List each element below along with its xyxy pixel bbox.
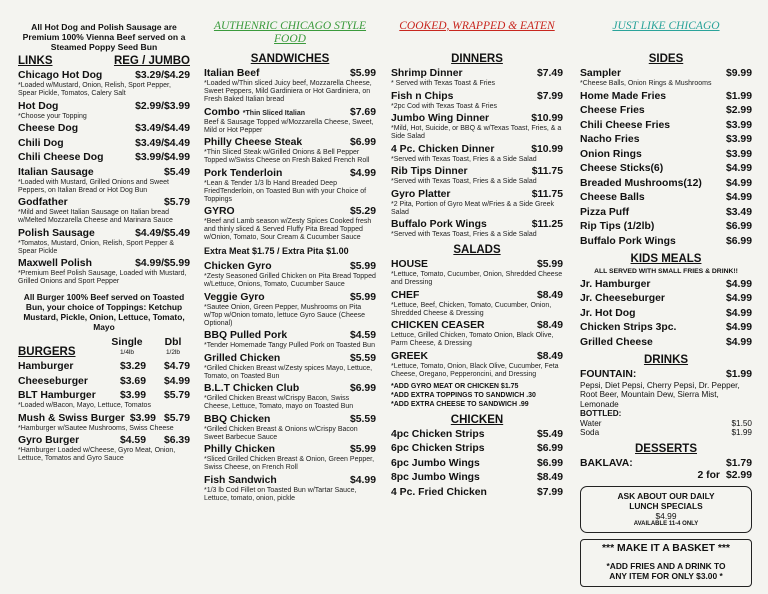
item-description: *Loaded w/Bacon, Mayo, Lettuce, Tomatos [18,402,151,409]
item-price: $6.99 [536,443,563,454]
chicken-item [391,487,563,499]
item-name: BBQ Pulled Pork [204,330,288,341]
side-item [580,236,752,248]
item-description: *Hamburger Loaded w/Cheese, Gyro Meat, Onion, Lettuce, Tomatos and Gyro Sauce [18,447,176,462]
sides-title: SIDES [648,53,684,65]
item-name: Jumbo Wing Dinner [391,113,490,124]
item-price: $4.99 [725,307,752,319]
item-price: $4.99/$5.99 [135,258,190,269]
addon-list [391,382,563,409]
burger-list [18,361,190,463]
item-price-single: $4.59 [119,435,146,446]
item-description: *Served with Texas Toast, Fries & a Side Salad [391,155,537,163]
link-item [18,167,190,195]
item-name: Cheese Sticks(6) [580,163,664,174]
column-links-burgers [18,0,190,594]
burgers-header [18,338,190,358]
item-name: CHEF [391,289,420,301]
item-name: 4pc Chicken Strips [391,428,485,440]
sandwich-item [204,168,376,204]
item-price: $1.50 [731,418,752,428]
item-price: $6.99 [725,235,752,247]
dinner-list [391,68,563,239]
kids-item [580,322,752,334]
item-description: *Sautee Onion, Green Pepper, Mushrooms on Pita w/Top w/Onion tomato, lettuce Gyro Sauce (Cheese Optional) [204,303,366,327]
item-name: GYRO [204,206,235,217]
side-item [580,120,752,132]
item-description: *Grilled Chicken Breast & Onions w/Crispy Bacon Sweet Barbecue Sauce [204,425,358,441]
item-name: GREEK [391,350,428,362]
item-price: $1.99 [725,90,752,102]
kids-item [580,293,752,305]
item-name: Veggie Gyro [204,291,265,303]
item-price: $3.29/$4.29 [135,70,190,81]
item-description: *Choose your Topping [18,112,87,120]
sandwich-item [204,68,376,104]
item-name: Shrimp Dinner [391,68,463,79]
item-name: Maxwell Polish [18,258,92,269]
side-item [580,134,752,146]
item-price: $6.99 [349,137,376,148]
item-name: Chicago Hot Dog [18,70,103,81]
lunch-specials-box: ASK ABOUT OUR DAILY LUNCH SPECIALS $4.99 AVAILABLE 11-4 ONLY [580,486,752,533]
links-size-label: REG / JUMBO [113,55,190,67]
item-name: Buffalo Pork Wings [580,235,676,247]
item-description: *Loaded with Mustard, Grilled Onions and Sweet Peppers, on Italian Bread or Hot Dog Bun [18,178,169,194]
side-item [580,91,752,103]
dinner-item [391,68,563,88]
item-price: $4.99 [725,177,752,189]
dinner-item [391,91,563,111]
burgers-title: BURGERS [18,346,76,358]
item-name: Home Made Fries [580,90,667,102]
item-price-dbl: $5.79 [163,412,190,424]
dinner-item [391,144,563,164]
salad-list [391,259,563,379]
item-name: 4 Pc. Fried Chicken [391,486,487,498]
addon-line: *ADD EXTRA TOPPINGS TO SANDWICH .30 [391,391,536,399]
item-description: *2pc Cod with Texas Toast & Fries [391,102,497,110]
item-price: $11.75 [531,188,563,200]
item-name: Jr. Hot Dog [580,307,636,319]
chicken-item [391,458,563,470]
item-price: $7.49 [536,68,563,79]
column-sandwiches [204,0,376,594]
item-description: *Lettuce, Tomato, Cucumber, Onion, Shredded Cheese and Dressing [391,271,563,286]
item-price: $5.49 [163,166,190,178]
side-item [580,221,752,233]
fountain-list: Pepsi, Diet Pepsi, Cherry Pepsi, Dr. Pepper, Root Beer, Mountain Dew, Sierra Mist, Lemonade [580,380,740,409]
item-name: Chili Cheese Fries [580,119,671,131]
item-price-dbl: $4.79 [163,361,190,372]
sandwich-item [204,444,376,472]
item-description: *Served with Texas Toast, Fries & a Side Salad [391,231,537,238]
item-description: *Premium Beef Polish Sausage, Loaded with Mustard, Grilled Onions and Sport Pepper [18,270,187,285]
item-price: $3.99/$4.99 [135,152,190,163]
item-description: *Mild, Hot, Suicide, or BBQ & w/Texas Toast, Fries, & a Side Salad [391,125,562,140]
dinners-title: DINNERS [451,53,503,65]
chicken-item [391,472,563,484]
sandwich-list [204,68,376,503]
salad-item [391,320,563,348]
item-price: $5.49 [536,428,563,440]
chicken-item [391,443,563,455]
bottled-item [580,419,752,429]
item-price: $4.99 [725,322,752,333]
item-description: *Loaded w/Mustard, Onion, Relish, Sport Pepper, Spear Pickle, Tomatos, Calery Salt [18,82,171,97]
item-name: Polish Sausage [18,227,95,239]
item-name: Nacho Fries [580,134,640,145]
item-price-single: $3.99 [129,412,156,424]
item-description: * Served with Texas Toast & Fries [391,80,496,87]
item-price: $5.29 [349,206,376,217]
item-price: $10.99 [531,113,563,124]
sandwich-item [204,475,376,503]
column-sides-kids [580,0,752,594]
item-price: $7.99 [536,486,563,498]
item-name: Cheese Balls [580,192,645,203]
item-price-single: $3.29 [119,361,146,372]
item-name: Grilled Chicken [204,352,281,364]
item-price: $4.99 [725,336,752,348]
item-name: Pork Tenderloin [204,167,283,179]
bottled-list [580,419,752,438]
dinner-item [391,189,563,217]
item-name: Onion Rings [580,148,642,160]
item-price: $4.99 [349,474,376,486]
item-description: *2 Pita, Portion of Gyro Meat w/Fries & a Side Greek Salad [391,200,555,216]
side-item [580,192,752,204]
item-description: *Thin Sliced Steak w/Grilled Onions & Bell Pepper Topped w/Swiss Cheese on Fresh Baked French Roll [204,149,370,164]
item-name: Chicken Strips 3pc. [580,322,677,333]
item-name: HOUSE [391,259,428,270]
links-list [18,70,190,286]
link-item [18,228,190,256]
item-price: $8.49 [536,289,563,301]
tagline-cooked: COOKED, WRAPPED & EATEN [399,20,555,32]
kids-subtitle: ALL SERVED WITH SMALL FRIES & DRINK!! [594,267,738,275]
item-price: $4.99 [725,163,752,174]
item-description: *Beef and Lamb season w/Zesty Spices Cooked fresh and thinly sliced & Served Fluffy Pita Bread Topped w/Onion, Tomato, Sour Cream & Cucumber Sauce [204,218,372,241]
desserts-title: DESSERTS [635,443,697,456]
kids-item [580,308,752,320]
dinner-item [391,166,563,186]
item-name: Jr. Cheeseburger [580,293,665,304]
item-name: 4 Pc. Chicken Dinner [391,143,495,155]
item-name: Rib Tips Dinner [391,166,468,177]
kids-title: KIDS MEALS [630,252,702,265]
sandwich-item [204,206,376,242]
item-name: Italian Sausage [18,166,94,178]
kids-item [580,337,752,349]
item-description: *Mild and Sweet Italian Sausage on Italian bread w/Melted Mozzarella Cheese and Marinara Sauce [18,209,173,224]
item-price: $9.99 [725,68,752,79]
item-price-single: $3.69 [119,375,146,387]
burger-item [18,390,190,410]
item-name: Cheese Fries [580,105,645,116]
item-price: $5.99 [536,259,563,270]
item-price: $2.99 [725,105,752,116]
item-name: Philly Cheese Steak [204,137,303,148]
item-name: 6pc Chicken Strips [391,443,485,454]
item-price: $8.49 [536,320,563,331]
item-price: $4.49/$5.49 [135,227,190,239]
item-name: Cheese Dog [18,123,79,134]
item-description: *Zesty Seasoned Grilled Chicken on Pita Bread Topped w/Lettuce, Onions, Tomato, Cucumber Sauce [204,273,376,288]
tagline-chicago: JUST LIKE CHICAGO [612,20,720,32]
item-price: $8.49 [536,350,563,362]
item-name: Philly Chicken [204,444,276,455]
item-price: $5.79 [163,197,190,208]
link-item [18,101,190,121]
item-description: *Lettuce, Beef, Chicken, Tomato, Cucumber, Onion, Shredded Cheese & Dressing [391,301,552,317]
sandwich-item [204,261,376,289]
item-name: CHICKEN CEASER [391,320,485,331]
item-price: $7.99 [536,90,563,102]
links-header [18,55,190,67]
item-name: Godfather [18,197,68,208]
baklava-deal-row: 2 for $2.99 [697,470,752,482]
addon-line: *ADD GYRO MEAT OR CHICKEN $1.75 [391,382,519,390]
item-price: $7.69 [349,106,376,118]
item-description: Beef & Sausage Topped w/Mozzarella Cheese, Sweet, Mild or Hot Pepper [204,118,374,134]
item-name: Chili Dog [18,137,64,149]
item-price: $6.99 [536,457,563,469]
item-price: $5.99 [349,291,376,303]
bottled-item [580,428,752,438]
item-description: *1/3 lb Cod Fillet on Toasted Bun w/Tartar Sauce, Lettuce, tomato, onion, pickle [204,486,357,502]
drinks-title: DRINKS [643,353,689,366]
item-description: *Lettuce, Tomato, Onion, Black Olive, Cucumber, Feta Cheese, Oregano, Pepperoncini, and Dressing [391,362,559,378]
item-name: Gyro Platter [391,188,451,200]
item-price: $11.75 [531,166,563,177]
item-price: $4.99 [725,293,752,304]
item-name: Chicken Gyro [204,261,272,272]
item-price: $5.59 [349,352,376,364]
item-tag: *Thin Sliced Italian [242,109,306,117]
item-price: $3.49/$4.49 [135,123,190,134]
salad-item [391,351,563,379]
dinner-item [391,113,563,141]
item-name: Chili Cheese Dog [18,152,104,163]
sandwich-item [204,330,376,350]
item-name: B.L.T Chicken Club [204,383,300,394]
chicken-item [391,429,563,441]
sandwiches-title: SANDWICHES [250,53,330,65]
sandwich-item [204,137,376,165]
sides-list [580,68,752,248]
item-description: Lettuce, Grilled Chicken, Tomato Onion, Black Olive, Parm Cheese, & Dressing [391,332,554,347]
item-price: $4.99 [349,167,376,179]
item-description: *Grilled Chicken Breast w/Crispy Bacon, Swiss Cheese, Lettuce, Tomato, mayo on Toasted Bun [204,395,354,410]
item-price: $3.99 [725,148,752,160]
item-price: $6.99 [725,221,752,232]
side-item [580,68,752,88]
item-name: Hamburger [18,361,74,372]
item-name: Sampler [580,68,622,79]
link-item [18,197,190,225]
item-name: 8pc Jumbo Wings [391,472,480,483]
sandwich-item [204,414,376,442]
sandwich-item [204,353,376,381]
burger-item [18,376,190,388]
side-item [580,207,752,219]
item-name: Pizza Puff [580,206,630,218]
burger-item [18,413,190,433]
item-name: Rip Tips (1/2lb) [580,221,655,232]
item-name: 6pc Jumbo Wings [391,457,480,469]
burger-note: All Burger 100% Beef served on Toasted Bun, your choice of Toppings: Ketchup Mustard, Pickle, Onion, Lettuce, Tomato, Mayo [23,292,185,332]
item-name: Water [580,418,602,428]
item-price: $5.99 [349,444,376,455]
kids-item [580,279,752,291]
item-price-dbl: $6.39 [163,435,190,446]
item-price: $8.49 [536,472,563,483]
addon-line: *ADD EXTRA CHEESE TO SANDWICH .99 [391,400,529,408]
side-item [580,149,752,161]
item-name: Buffalo Pork Wings [391,219,487,230]
item-price: $1.99 [731,428,752,438]
item-name: Hot Dog [18,100,59,112]
bottled-label: BOTTLED: [580,409,622,419]
chicken-title: CHICKEN [450,413,504,426]
item-name: Grilled Cheese [580,336,653,348]
burger-item [18,361,190,373]
item-description: *Tomatos, Mustard, Onion, Relish, Sport Pepper & Spear Pickle [18,239,175,255]
double-size-label: Dbl 1/2lb [164,337,182,356]
salads-title: SALADS [453,244,501,256]
side-item [580,163,752,175]
item-price: $5.59 [349,413,376,425]
side-item [580,178,752,190]
links-title: LINKS [18,55,53,67]
item-price-dbl: $5.79 [163,390,190,401]
item-name: Fish n Chips [391,90,454,102]
item-description: *Loaded w/Thin sliced Juicy beef, Mozzarella Cheese, Sweet Peppers, Mild Gardiniera or Hot Gardiniera, on Fresh Baked Italian bread [204,80,372,103]
item-price: $2.99/$3.99 [135,100,190,112]
item-price: $4.59 [349,330,376,341]
burger-item [18,435,190,463]
item-price: $11.25 [531,219,563,230]
item-description: *Served with Texas Toast, Fries & a Side Salad [391,178,537,185]
item-price: $3.49/$4.49 [135,137,190,149]
link-item [18,123,190,135]
tagline-authentic: AUTHENRIC CHICAGO STYLE FOOD [213,20,367,45]
chicken-list [391,429,563,499]
extra-meat-note: Extra Meat $1.75 / Extra Pita $1.00 [204,246,349,256]
item-name: Breaded Mushrooms(12) [580,177,702,189]
item-name: Italian Beef [204,68,260,79]
column-dinners-salads [391,0,563,594]
item-price: $10.99 [531,143,563,155]
item-price: $5.99 [349,68,376,79]
link-item [18,70,190,98]
item-price: $3.99 [725,119,752,131]
item-description: *Grilled Chicken Breast w/Zesty spices Mayo, Lettuce, Tomato, on Toasted Bun [204,364,373,380]
item-price: $4.99 [725,192,752,203]
link-item [18,258,190,286]
item-name: Fish Sandwich [204,474,277,486]
item-description: *Sliced Grilled Chicken Breast & Onion, Green Pepper, Swiss Cheese, on French Roll [204,456,375,471]
item-price-single: $3.99 [119,390,146,401]
item-description: *Hamburger w/Sautee Mushrooms, Swiss Cheese [18,424,174,432]
item-price: $6.99 [349,383,376,394]
item-description: *Cheese Balls, Onion Rings & Mushrooms [580,80,712,87]
link-item [18,152,190,164]
item-price: $4.99 [725,278,752,290]
basket-box: *** MAKE IT A BASKET *** *ADD FRIES AND A DRINK TO ANY ITEM FOR ONLY $3.00 * [580,539,752,587]
salad-item [391,290,563,318]
sandwich-item [204,383,376,411]
single-size-label: Single 1/4lb [111,337,143,356]
item-price: $5.99 [349,261,376,272]
item-name: BBQ Chicken [204,413,271,425]
item-name: Soda [580,428,600,438]
side-item [580,105,752,117]
sandwich-item [204,107,376,135]
item-name: Combo [204,106,240,118]
salad-item [391,259,563,287]
link-item [18,138,190,150]
item-name: Jr. Hamburger [580,278,651,290]
item-description: *Tender Homemade Tangy Pulled Pork on Toasted Bun [204,342,375,349]
dinner-item [391,219,563,239]
item-price-dbl: $4.99 [163,375,190,387]
sandwich-item [204,292,376,328]
item-description: *Lean & Tender 1/3 lb Hand Breaded Deep FriedTenderloin, on Toasted Bun with your Choice of Toppings [204,179,367,203]
item-name: Gyro Burger [18,435,80,446]
item-name: Mush & Swiss Burger [18,412,125,424]
baklava-row: BAKLAVA: $1.79 [580,458,752,470]
item-price: $3.49 [725,206,752,218]
fountain-row: FOUNTAIN: $1.99 [580,368,752,380]
item-name: BLT Hamburger [18,390,96,401]
kids-list [580,279,752,349]
hot-dog-intro: All Hot Dog and Polish Sausage are Premium 100% Vienna Beef served on a Steamed Poppy Seed Bun [22,22,186,52]
item-name: Cheeseburger [18,375,88,387]
item-price: $3.99 [725,134,752,145]
